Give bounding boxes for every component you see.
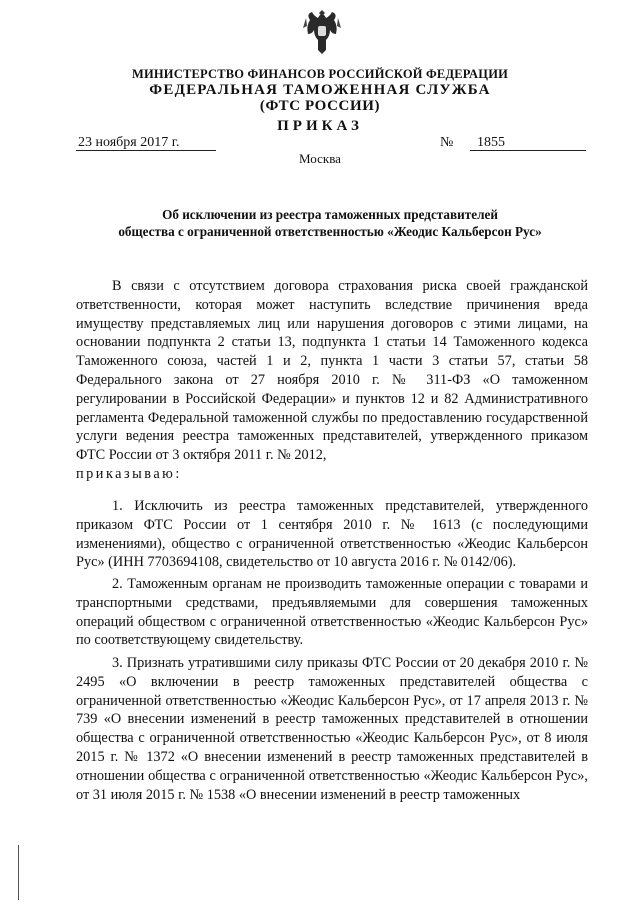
city: Москва [299, 151, 341, 166]
preamble-text: В связи с отсутствием договора страхования риска своей гражданской ответственности, которая может наступить вследствие причинения вреда имуществу представляемых лиц или нарушения договоров с этими лицами, на основании подпункта 2 статьи 13, подпункта 1 статьи 14 Таможенного кодекса Таможенного союза, частей 1 и 2, пункта 1 части 3 статьи 57, статьи 58 Федерального закона от 27 ноября 2010 г. № 311-ФЗ «О таможенном регулировании в Российской Федерации» и пунктов 12 и 82 Административного регламента Федеральной таможенной службы по предоставлению государственной услуги ведения реестра таможенных представителей, утвержденного приказом ФТС России от 3 октября 2011 г. № 2012, [76, 278, 588, 464]
paragraph-2 [76, 575, 588, 650]
ministry-name: МИНИСТЕРСТВО ФИНАНСОВ РОССИЙСКОЙ ФЕДЕРАЦИИ [131, 67, 509, 81]
number-sign: № [440, 135, 454, 150]
document-type: ПРИКАЗ [277, 118, 363, 134]
paragraph-3 [76, 654, 588, 804]
title-line-1: Об исключении из реестра таможенных представителей [162, 207, 498, 222]
order-number: 1855 [477, 135, 505, 150]
service-name: ФЕДЕРАЛЬНАЯ ТАМОЖЕННАЯ СЛУЖБА [149, 82, 491, 98]
order-date: 23 ноября 2017 г. [78, 135, 180, 150]
service-abbr: (ФТС РОССИИ) [259, 98, 381, 114]
title-line-2: общества с ограниченной ответственностью «Жеодис Кальберсон Рус» [118, 224, 542, 239]
paragraph-1 [76, 497, 588, 572]
paragraph-2-text: 2. Таможенным органам не производить таможенные операции с товарами и транспортными средствами, предъявляемыми для совершения таможенных операций обществом с ограниченной ответственностью «Жеодис Кальберсон Рус» по соответствующему свидетельству. [76, 576, 588, 649]
paragraph-1-text: 1. Исключить из реестра таможенных представителей, утвержденного приказом ФТС России от 1 сентября 2010 г. № 1613 (с последующими изменениями), общество с ограниченной ответственностью «Жеодис Кальберсон Рус» (ИНН 7703694108, свидетельство от 10 августа 2016 г. № 0142/06). [76, 498, 588, 571]
paragraph-3-text: 3. Признать утратившими силу приказы ФТС России от 20 декабря 2010 г. № 2495 «О включении в реестр таможенных представителей общества с ограниченной ответственностью «Жеодис Кальберсон Рус», от 17 апреля 2013 г. № 739 «О внесении изменений в реестр таможенных представителей в отношении общества с ограниченной ответственностью «Жеодис Кальберсон Рус», от 8 июля 2015 г. № 1372 «О внесении изменений в реестр таможенных представителей в отношении общества с ограниченной ответственностью «Жеодис Кальберсон Рус», от 31 июля 2015 г. № 1538 «О внесении изменений в реестр таможенных [76, 655, 588, 803]
preamble [76, 277, 588, 484]
double-headed-eagle-emblem-icon [302, 6, 342, 60]
order-word: приказываю: [76, 465, 182, 482]
margin-mark [18, 845, 19, 900]
